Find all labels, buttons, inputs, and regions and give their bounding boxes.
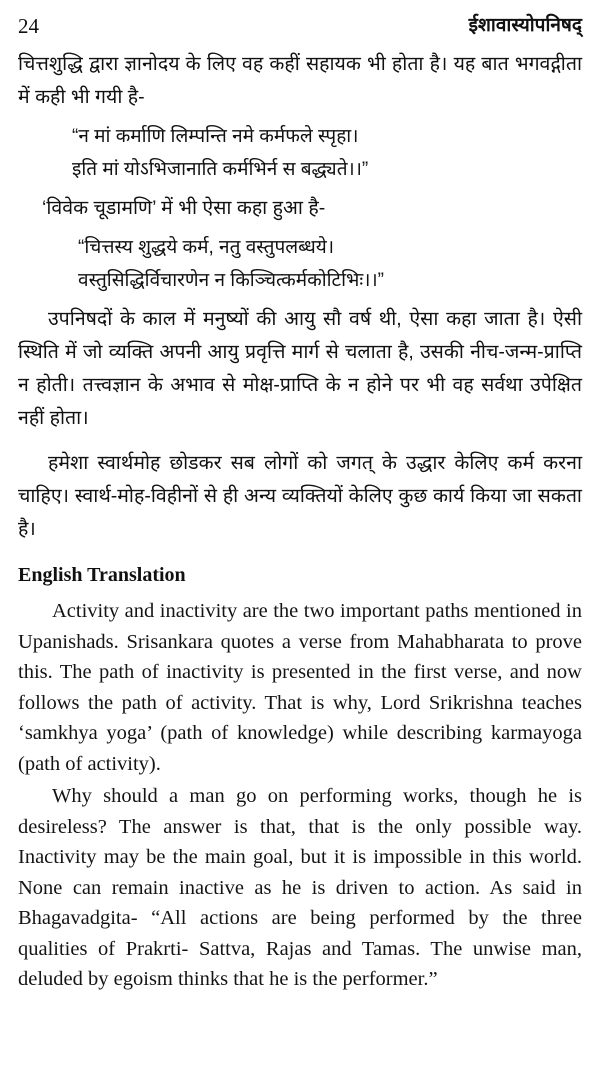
verse-2-line-2: वस्तुसिद्धिर्विचारणेन न किञ्चित्कर्मकोटिभिः।।” (78, 270, 384, 291)
english-section (18, 596, 582, 995)
hindi-section (18, 48, 582, 546)
english-paragraph-2: Why should a man go on performing works, though he is desireless? The answer is that, that is the only possible way. Inactivity may be the main goal, but it is impossible in this world. None can remain inactive as he is driven to action. As said in Bhagavadgita- “All actions are being performed by the three qualities of Prakrti- Sattva, Rajas and Tamas. The unwise man, deluded by egoism thinks that he is the performer.” (18, 785, 582, 990)
hindi-paragraph-1: चित्तशुद्धि द्वारा ज्ञानोदय के लिए वह कहीं सहायक भी होता है। यह बात भगवद्गीता में कही भी गयी है- (18, 53, 582, 108)
section-title-english-translation: English Translation (18, 564, 186, 586)
verse-2-line-1: “चित्तस्य शुद्धये कर्म, नतु वस्तुपलब्धये। (78, 237, 335, 258)
verse-1-line-1: “न मां कर्माणि लिम्पन्ति नमे कर्मफले स्पृहा। (72, 126, 359, 147)
page-number: 24 (18, 14, 39, 38)
english-paragraph-1: Activity and inactivity are the two important paths mentioned in Upanishads. Srisankara quotes a verse from Mahabharata to prove this. The path of inactivity is presented in the first verse, and now follows the path of activity. That is why, Lord Srikrishna teaches ‘samkhya yoga’ (path of knowledge) while describing karmayoga (path of activity). (18, 600, 582, 775)
verse-1-line-2: इति मां योऽभिजानाति कर्मभिर्न स बद्ध्यते।।” (72, 159, 369, 180)
hindi-paragraph-3: हमेशा स्वार्थमोह छोडकर सब लोगों को जगत् के उद्धार केलिए कर्म करना चाहिए। स्वार्थ-मोह-विहीनों से ही अन्य व्यक्तियों केलिए कुछ कार्य किया जा सकता है। (18, 452, 582, 540)
hindi-lead-in-2: ‘विवेक चूडामणि’ में भी ऐसा कहा हुआ है- (42, 197, 326, 219)
spacer (18, 435, 582, 447)
hindi-paragraph-2: उपनिषदों के काल में मनुष्यों की आयु सौ वर्ष थी, ऐसा कहा जाता है। ऐसी स्थिति में जो व्यक्ति अपनी आयु प्रवृत्ति मार्ग से चलाता है, उसकी नीच-जन्म-प्राप्ति न होती। तत्त्वज्ञान के अभाव से मोक्ष-प्राप्ति के न होने पर भी वह सर्वथा उपेक्षित नहीं होता। (18, 308, 582, 429)
running-head: ईशावास्योपनिषद् (468, 15, 582, 36)
page-header (18, 14, 582, 48)
